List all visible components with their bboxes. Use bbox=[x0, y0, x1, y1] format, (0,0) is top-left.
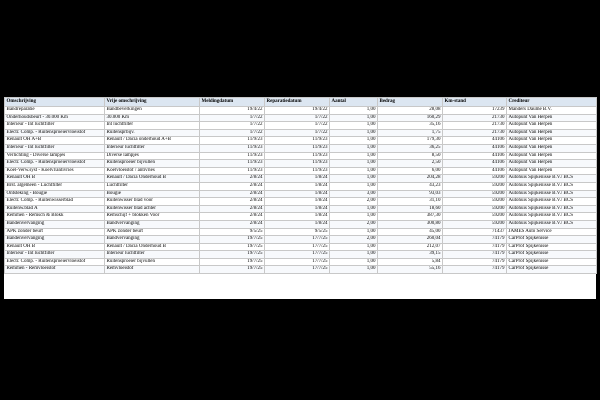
cell-reparatiedatum[interactable]: 1/8/24 bbox=[265, 175, 330, 183]
cell-crediteur[interactable]: JAMES Auto Service bbox=[507, 228, 597, 236]
header-omschrijving: Omschrijving bbox=[5, 98, 105, 107]
cell-reparatiedatum[interactable]: 1/8/24 bbox=[265, 182, 330, 190]
cell-omschrijving[interactable]: Bandreparatie bbox=[5, 107, 105, 115]
cell-aantal[interactable]: 1,00 bbox=[330, 258, 378, 266]
cell-vrije-omschrijving[interactable]: Interieur luchtfilter bbox=[105, 251, 200, 259]
header-row bbox=[5, 98, 597, 107]
repair-history-table bbox=[4, 97, 597, 274]
cell-meldingdatum[interactable]: 11/9/23 bbox=[200, 152, 265, 160]
cell-omschrijving[interactable]: Electr. Comp. - Ruitensproeiervloeistof bbox=[5, 258, 105, 266]
cell-omschrijving[interactable]: APK zonder beurt bbox=[5, 228, 105, 236]
cell-aantal[interactable]: 1,00 bbox=[330, 167, 378, 175]
cell-reparatiedatum[interactable]: 11/9/23 bbox=[265, 160, 330, 168]
cell-crediteur[interactable]: Autohuis Spijkenisse B.V./ BCS bbox=[507, 213, 597, 221]
cell-reparatiedatum[interactable]: 9/5/25 bbox=[265, 228, 330, 236]
cell-reparatiedatum[interactable]: 1/8/24 bbox=[265, 198, 330, 206]
cell-vrije-omschrijving[interactable]: Ruitenwisser blad achter bbox=[105, 205, 200, 213]
cell-bedrag[interactable]: 55,16 bbox=[378, 266, 443, 274]
cell-km-stand[interactable]: 74179 bbox=[443, 258, 507, 266]
cell-vrije-omschrijving[interactable]: 30.000 Km bbox=[105, 114, 200, 122]
cell-aantal[interactable]: 1,00 bbox=[330, 144, 378, 152]
table-row bbox=[5, 258, 597, 266]
cell-crediteur[interactable]: Autopunt Van Herpen bbox=[507, 114, 597, 122]
cell-reparatiedatum[interactable]: 17/7/25 bbox=[265, 236, 330, 244]
header-meldingdatum: Meldingdatum bbox=[200, 98, 265, 107]
cell-reparatiedatum[interactable]: 17/7/25 bbox=[265, 266, 330, 274]
cell-bedrag[interactable]: 39,15 bbox=[378, 251, 443, 259]
cell-km-stand[interactable]: 59200 bbox=[443, 220, 507, 228]
cell-aantal[interactable]: 1,00 bbox=[330, 107, 378, 115]
cell-aantal[interactable]: 2,00 bbox=[330, 236, 378, 244]
cell-crediteur[interactable]: Autohuis Spijkenisse B.V./ BCS bbox=[507, 182, 597, 190]
cell-reparatiedatum[interactable]: 11/9/23 bbox=[265, 167, 330, 175]
header-bedrag: Bedrag bbox=[378, 98, 443, 107]
cell-km-stand[interactable]: 21730 bbox=[443, 122, 507, 130]
cell-bedrag[interactable]: 43,23 bbox=[378, 182, 443, 190]
cell-omschrijving[interactable]: Interieur - Int luchtfilter bbox=[5, 251, 105, 259]
cell-vrije-omschrijving[interactable]: Renault / Dacia Onderhoud B bbox=[105, 175, 200, 183]
cell-bedrag[interactable]: 179,30 bbox=[378, 137, 443, 145]
cell-km-stand[interactable]: 44106 bbox=[443, 160, 507, 168]
cell-crediteur[interactable]: Autopunt Van Herpen bbox=[507, 152, 597, 160]
cell-omschrijving[interactable]: Koel-Verw.syst - Koelvl/antivries bbox=[5, 167, 105, 175]
table-row bbox=[5, 114, 597, 122]
cell-bedrag[interactable]: 36,25 bbox=[378, 144, 443, 152]
cell-bedrag[interactable]: 1,75 bbox=[378, 129, 443, 137]
cell-omschrijving[interactable]: Onderhoudsbeurt - 30.000 Km bbox=[5, 114, 105, 122]
table-row bbox=[5, 266, 597, 274]
cell-km-stand[interactable]: 21730 bbox=[443, 114, 507, 122]
table-row bbox=[5, 205, 597, 213]
table-row bbox=[5, 213, 597, 221]
cell-vrije-omschrijving[interactable]: Remvloeistof bbox=[105, 266, 200, 274]
cell-aantal[interactable]: 1,00 bbox=[330, 175, 378, 183]
cell-crediteur[interactable]: Autohuis Spijkenisse B.V./ BCS bbox=[507, 220, 597, 228]
cell-vrije-omschrijving[interactable]: Bougie bbox=[105, 190, 200, 198]
cell-reparatiedatum[interactable]: 17/7/25 bbox=[265, 258, 330, 266]
cell-km-stand[interactable]: 74179 bbox=[443, 251, 507, 259]
cell-meldingdatum[interactable]: 19/7/25 bbox=[200, 266, 265, 274]
cell-crediteur[interactable]: Autopunt Van Herpen bbox=[507, 167, 597, 175]
cell-vrije-omschrijving[interactable]: Koelvloeistof / antivries bbox=[105, 167, 200, 175]
table-row bbox=[5, 182, 597, 190]
cell-reparatiedatum[interactable]: 1/7/22 bbox=[265, 114, 330, 122]
cell-bedrag[interactable]: 5,84 bbox=[378, 258, 443, 266]
cell-km-stand[interactable]: 74179 bbox=[443, 266, 507, 274]
cell-aantal[interactable]: 1,00 bbox=[330, 129, 378, 137]
cell-bedrag[interactable]: 45,00 bbox=[378, 228, 443, 236]
cell-omschrijving[interactable]: Renault OH A+B bbox=[5, 137, 105, 145]
cell-bedrag[interactable]: 204,28 bbox=[378, 175, 443, 183]
cell-omschrijving[interactable]: Ruitenw.blad A bbox=[5, 205, 105, 213]
table-row bbox=[5, 243, 597, 251]
cell-bedrag[interactable]: 31,10 bbox=[378, 198, 443, 206]
cell-reparatiedatum[interactable]: 11/9/23 bbox=[265, 137, 330, 145]
header-crediteur: Crediteur bbox=[507, 98, 597, 107]
cell-vrije-omschrijving[interactable]: Renault / Dacia onderhoud A+B bbox=[105, 137, 200, 145]
cell-bedrag[interactable]: 28,08 bbox=[378, 107, 443, 115]
header-vrije-omschrijving: Vrije omschrijving bbox=[105, 98, 200, 107]
cell-crediteur[interactable]: Autohuis Spijkenisse B.V./ BCS bbox=[507, 198, 597, 206]
cell-km-stand[interactable]: 59200 bbox=[443, 175, 507, 183]
cell-aantal[interactable]: 1,00 bbox=[330, 251, 378, 259]
cell-omschrijving[interactable]: Electr. Comp. - Ruitensproeiervloeistof bbox=[5, 129, 105, 137]
cell-km-stand[interactable]: 74179 bbox=[443, 243, 507, 251]
cell-reparatiedatum[interactable]: 11/9/23 bbox=[265, 144, 330, 152]
cell-meldingdatum[interactable]: 2/8/24 bbox=[200, 190, 265, 198]
cell-crediteur[interactable]: CarProf Spijkenisse bbox=[507, 266, 597, 274]
table-row bbox=[5, 190, 597, 198]
cell-reparatiedatum[interactable]: 1/8/24 bbox=[265, 220, 330, 228]
cell-crediteur[interactable]: Autopunt Van Herpen bbox=[507, 122, 597, 130]
table-body bbox=[5, 107, 597, 274]
cell-crediteur[interactable]: Manders Daume B.V. bbox=[507, 107, 597, 115]
cell-bedrag[interactable]: 212,07 bbox=[378, 243, 443, 251]
cell-vrije-omschrijving[interactable]: Renault / Dacia Onderhoud B bbox=[105, 243, 200, 251]
cell-meldingdatum[interactable]: 9/5/25 bbox=[200, 228, 265, 236]
cell-omschrijving[interactable]: Renault OH B bbox=[5, 243, 105, 251]
cell-meldingdatum[interactable]: 1/7/22 bbox=[200, 129, 265, 137]
cell-crediteur[interactable]: Autopunt Van Herpen bbox=[507, 137, 597, 145]
cell-km-stand[interactable]: 74179 bbox=[443, 236, 507, 244]
cell-vrije-omschrijving[interactable]: Diverse lampjes bbox=[105, 152, 200, 160]
cell-aantal[interactable]: 1,00 bbox=[330, 122, 378, 130]
cell-km-stand[interactable]: 71437 bbox=[443, 228, 507, 236]
cell-km-stand[interactable]: 44106 bbox=[443, 167, 507, 175]
cell-bedrag[interactable]: 8,50 bbox=[378, 152, 443, 160]
cell-meldingdatum[interactable]: 19/7/25 bbox=[200, 258, 265, 266]
cell-km-stand[interactable]: 59200 bbox=[443, 182, 507, 190]
table-row bbox=[5, 251, 597, 259]
cell-crediteur[interactable]: CarProf Spijkenisse bbox=[507, 236, 597, 244]
cell-aantal[interactable]: 1,00 bbox=[330, 114, 378, 122]
cell-reparatiedatum[interactable]: 17/7/25 bbox=[265, 243, 330, 251]
cell-reparatiedatum[interactable]: 1/7/22 bbox=[265, 129, 330, 137]
cell-km-stand[interactable]: 21730 bbox=[443, 129, 507, 137]
cell-meldingdatum[interactable]: 2/8/24 bbox=[200, 182, 265, 190]
cell-reparatiedatum[interactable]: 1/8/24 bbox=[265, 190, 330, 198]
cell-aantal[interactable]: 1,00 bbox=[330, 137, 378, 145]
spreadsheet-sheet bbox=[4, 97, 596, 299]
cell-meldingdatum[interactable]: 19/4/22 bbox=[200, 107, 265, 115]
cell-bedrag[interactable]: 93,03 bbox=[378, 190, 443, 198]
cell-km-stand[interactable]: 44106 bbox=[443, 144, 507, 152]
cell-vrije-omschrijving[interactable]: Interieur luchtfilter bbox=[105, 144, 200, 152]
cell-bedrag[interactable]: 35,16 bbox=[378, 122, 443, 130]
cell-aantal[interactable]: 1,00 bbox=[330, 205, 378, 213]
table-row bbox=[5, 129, 597, 137]
header-reparatiedatum: Reparatiedatum bbox=[265, 98, 330, 107]
cell-crediteur[interactable]: Autopunt Van Herpen bbox=[507, 129, 597, 137]
cell-omschrijving[interactable]: Interieur - Int luchtfilter bbox=[5, 122, 105, 130]
cell-km-stand[interactable]: 59200 bbox=[443, 205, 507, 213]
cell-vrije-omschrijving[interactable]: Ruitensproeier bijvullen bbox=[105, 160, 200, 168]
cell-vrije-omschrijving[interactable]: Ruitensprbijv. bbox=[105, 129, 200, 137]
cell-bedrag[interactable]: 18,60 bbox=[378, 205, 443, 213]
table-row bbox=[5, 152, 597, 160]
cell-crediteur[interactable]: Autopunt Van Herpen bbox=[507, 160, 597, 168]
cell-aantal[interactable]: 1,00 bbox=[330, 266, 378, 274]
cell-reparatiedatum[interactable]: 17/7/25 bbox=[265, 251, 330, 259]
cell-meldingdatum[interactable]: 2/8/24 bbox=[200, 220, 265, 228]
cell-meldingdatum[interactable]: 11/9/23 bbox=[200, 137, 265, 145]
cell-crediteur[interactable]: Autopunt Van Herpen bbox=[507, 144, 597, 152]
cell-aantal[interactable]: 3,00 bbox=[330, 190, 378, 198]
cell-aantal[interactable]: 1,00 bbox=[330, 182, 378, 190]
cell-omschrijving[interactable]: Interieur - Int luchtfilter bbox=[5, 144, 105, 152]
cell-vrije-omschrijving[interactable]: Ruitensproeier bijvullen bbox=[105, 258, 200, 266]
cell-vrije-omschrijving[interactable]: APK zonder beurt bbox=[105, 228, 200, 236]
cell-crediteur[interactable]: CarProf Spijkenisse bbox=[507, 251, 597, 259]
header-km-stand: Km-stand bbox=[443, 98, 507, 107]
cell-km-stand[interactable]: 44106 bbox=[443, 152, 507, 160]
cell-meldingdatum[interactable]: 2/8/24 bbox=[200, 175, 265, 183]
cell-vrije-omschrijving[interactable]: Ruitenwisser blad voor bbox=[105, 198, 200, 206]
cell-meldingdatum[interactable]: 19/7/25 bbox=[200, 243, 265, 251]
cell-vrije-omschrijving[interactable]: Bandbeverkingen bbox=[105, 107, 200, 115]
table-row bbox=[5, 236, 597, 244]
cell-meldingdatum[interactable]: 2/8/24 bbox=[200, 198, 265, 206]
cell-reparatiedatum[interactable]: 19/4/22 bbox=[265, 107, 330, 115]
cell-omschrijving[interactable]: Bandenvervanging bbox=[5, 220, 105, 228]
cell-vrije-omschrijving[interactable]: Remschijf + blokken Voor bbox=[105, 213, 200, 221]
cell-vrije-omschrijving[interactable]: Luchtfilter bbox=[105, 182, 200, 190]
cell-omschrijving[interactable]: Bandenvervanging bbox=[5, 236, 105, 244]
cell-bedrag[interactable]: 387,30 bbox=[378, 213, 443, 221]
cell-omschrijving[interactable]: Renault OH B bbox=[5, 175, 105, 183]
cell-crediteur[interactable]: CarProf Spijkenisse bbox=[507, 258, 597, 266]
cell-bedrag[interactable]: 160,29 bbox=[378, 114, 443, 122]
cell-crediteur[interactable]: Autohuis Spijkenisse B.V./ BCS bbox=[507, 190, 597, 198]
cell-omschrijving[interactable]: Ontsteking - Bougie bbox=[5, 190, 105, 198]
cell-crediteur[interactable]: CarProf Spijkenisse bbox=[507, 243, 597, 251]
cell-crediteur[interactable]: Autohuis Spijkenisse B.V./ BCS bbox=[507, 205, 597, 213]
table-row bbox=[5, 144, 597, 152]
cell-km-stand[interactable]: 17239 bbox=[443, 107, 507, 115]
header-aantal: Aantal bbox=[330, 98, 378, 107]
cell-meldingdatum[interactable]: 11/9/23 bbox=[200, 160, 265, 168]
cell-bedrag[interactable]: 6,00 bbox=[378, 167, 443, 175]
cell-reparatiedatum[interactable]: 1/8/24 bbox=[265, 205, 330, 213]
cell-aantal[interactable]: 1,00 bbox=[330, 213, 378, 221]
cell-crediteur[interactable]: Autohuis Spijkenisse B.V./ BCS bbox=[507, 175, 597, 183]
cell-vrije-omschrijving[interactable]: Bandvervanging bbox=[105, 220, 200, 228]
cell-bedrag[interactable]: 260,04 bbox=[378, 236, 443, 244]
table-row bbox=[5, 137, 597, 145]
table-row bbox=[5, 122, 597, 130]
cell-omschrijving[interactable]: Electr. Comp. - Ruitensproeiervloeistof bbox=[5, 160, 105, 168]
table-row bbox=[5, 175, 597, 183]
cell-meldingdatum[interactable]: 19/7/25 bbox=[200, 251, 265, 259]
cell-vrije-omschrijving[interactable]: Bandvervanging bbox=[105, 236, 200, 244]
cell-meldingdatum[interactable]: 11/9/23 bbox=[200, 167, 265, 175]
cell-omschrijving[interactable]: Remmen - Remvloeistof bbox=[5, 266, 105, 274]
cell-meldingdatum[interactable]: 11/9/23 bbox=[200, 144, 265, 152]
cell-aantal[interactable]: 2,00 bbox=[330, 220, 378, 228]
cell-reparatiedatum[interactable]: 1/7/22 bbox=[265, 122, 330, 130]
cell-reparatiedatum[interactable]: 1/8/24 bbox=[265, 213, 330, 221]
table-row bbox=[5, 198, 597, 206]
cell-meldingdatum[interactable]: 1/7/22 bbox=[200, 122, 265, 130]
table-row bbox=[5, 220, 597, 228]
table-row bbox=[5, 107, 597, 115]
cell-aantal[interactable]: 2,00 bbox=[330, 198, 378, 206]
table-row bbox=[5, 167, 597, 175]
cell-meldingdatum[interactable]: 2/8/24 bbox=[200, 213, 265, 221]
cell-meldingdatum[interactable]: 1/7/22 bbox=[200, 114, 265, 122]
cell-aantal[interactable]: 1,00 bbox=[330, 152, 378, 160]
cell-km-stand[interactable]: 59200 bbox=[443, 213, 507, 221]
cell-aantal[interactable]: 1,00 bbox=[330, 228, 378, 236]
cell-km-stand[interactable]: 59200 bbox=[443, 190, 507, 198]
cell-aantal[interactable]: 1,00 bbox=[330, 160, 378, 168]
cell-omschrijving[interactable]: Verlichting - Diverse lampjes bbox=[5, 152, 105, 160]
table-row bbox=[5, 228, 597, 236]
cell-bedrag[interactable]: 300,80 bbox=[378, 220, 443, 228]
cell-km-stand[interactable]: 59200 bbox=[443, 198, 507, 206]
cell-meldingdatum[interactable]: 19/7/25 bbox=[200, 236, 265, 244]
cell-omschrijving[interactable]: Electr. Comp. - Ruitenwisserblad bbox=[5, 198, 105, 206]
cell-reparatiedatum[interactable]: 11/9/23 bbox=[265, 152, 330, 160]
cell-aantal[interactable]: 1,00 bbox=[330, 243, 378, 251]
cell-vrije-omschrijving[interactable]: Int luchtfilter bbox=[105, 122, 200, 130]
cell-km-stand[interactable]: 44106 bbox=[443, 137, 507, 145]
cell-omschrijving[interactable]: Remmen - Remsch & Blokk bbox=[5, 213, 105, 221]
table-row bbox=[5, 160, 597, 168]
cell-meldingdatum[interactable]: 2/8/24 bbox=[200, 205, 265, 213]
cell-omschrijving[interactable]: Brst. algemeen - Luchtfilter bbox=[5, 182, 105, 190]
cell-bedrag[interactable]: 2,50 bbox=[378, 160, 443, 168]
